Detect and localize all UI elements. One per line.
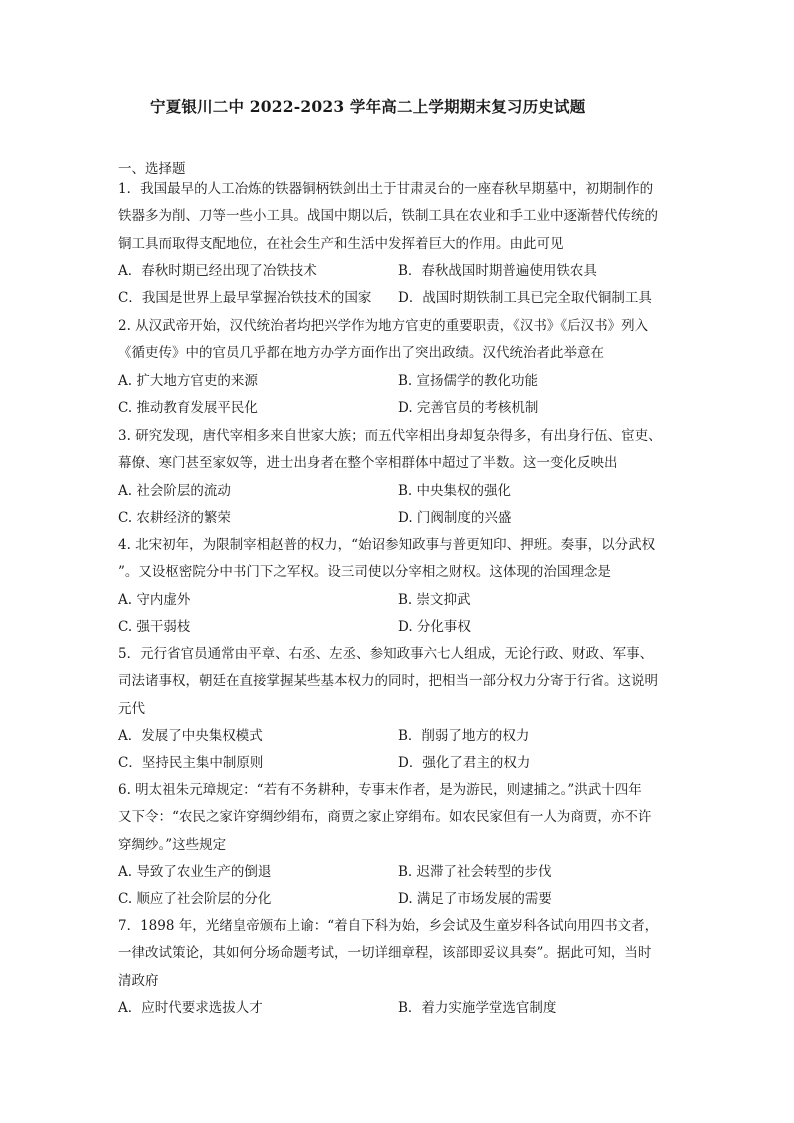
option-d: D．强化了君主的权力	[398, 755, 531, 772]
option-row	[118, 886, 678, 913]
option-row	[118, 258, 678, 285]
question-4	[118, 532, 678, 641]
option-row	[118, 285, 678, 312]
question-line: 1．我国最早的人工冶炼的铁器铜柄铁剑出土于甘肃灵台的一座春秋早期墓中，初期制作的	[118, 181, 654, 197]
option-row	[118, 587, 678, 614]
question-line: 6. 明太祖朱元璋规定：“若有不务耕种，专事末作者，是为游民，则逮捕之。”洪武十四年	[118, 782, 642, 798]
option-a: A. 守内虚外	[118, 591, 191, 608]
question-line: 铁器多为削、刀等一些小工具。战国中期以后，铁制工具在农业和手工业中逐渐替代传统的	[118, 208, 658, 225]
question-line: 3. 研究发现，唐代宰相多来自世家大族；而五代宰相出身却复杂得多，有出身行伍、宦吏、	[118, 428, 662, 444]
option-b: B. 宣扬儒学的教化功能	[398, 372, 539, 389]
option-row	[118, 995, 678, 1022]
question-1	[118, 176, 678, 312]
option-d: D．战国时期铁制工具已完全取代铜制工具	[398, 290, 652, 307]
question-line: 7．1898 年，光绪皇帝颁布上谕：“着自下科为始，乡会试及生童岁科各试向用四书文者，	[118, 918, 659, 934]
option-b: B．着力实施学堂选官制度	[398, 999, 557, 1016]
option-a: A．春秋时期已经出现了冶铁技术	[118, 262, 317, 279]
question-line: 一律改试策论，其如何分场命题考试，一切详细章程，该部即妥议具奏”。据此可知，当时	[118, 945, 652, 962]
option-a: A．应时代要求选拔人才	[118, 999, 263, 1016]
question-7	[118, 913, 678, 1022]
document-title: 宁夏银川二中 2022-2023 学年高二上学期期末复习历史试题	[150, 97, 586, 116]
option-d: D. 门阀制度的兴盛	[398, 509, 512, 526]
option-c: C. 推动教育发展平民化	[118, 399, 258, 416]
question-line: ”。又设枢密院分中书门下之军权。设三司使以分宰相之财权。这体现的治国理念是	[118, 564, 611, 581]
question-line: 又下令：“农民之家许穿绸纱绢布，商贾之家止穿绢布。如农民家但有一人为商贾，亦不许	[118, 809, 652, 826]
option-b: B. 中央集权的强化	[398, 482, 512, 499]
option-d: D. 分化事权	[398, 618, 471, 635]
option-row	[118, 478, 678, 505]
option-c: C. 强干弱枝	[118, 618, 191, 635]
option-a: A. 扩大地方官吏的来源	[118, 372, 258, 389]
question-line: 元代	[118, 700, 145, 717]
question-line: 铜工具而取得支配地位，在社会生产和生活中发挥着巨大的作用。由此可见	[118, 235, 564, 252]
section-heading: 一、选择题	[118, 161, 186, 177]
question-line: 穿绸纱。”这些规定	[118, 836, 227, 853]
option-row	[118, 395, 678, 422]
question-line: 幕僚、寒门甚至家奴等，进士出身者在整个宰相群体中超过了半数。这一变化反映出	[118, 455, 618, 472]
option-b: B．削弱了地方的权力	[398, 727, 530, 744]
option-b: B. 迟滞了社会转型的步伐	[398, 863, 552, 880]
option-row	[118, 368, 678, 395]
option-row	[118, 614, 678, 641]
option-row	[118, 505, 678, 532]
option-b: B. 崇文抑武	[398, 591, 471, 608]
question-2	[118, 313, 678, 422]
option-d: D. 完善官员的考核机制	[398, 399, 539, 416]
option-a: A. 导致了农业生产的倒退	[118, 863, 272, 880]
question-5	[118, 641, 678, 777]
option-b: B．春秋战国时期普遍使用铁农具	[398, 262, 597, 279]
option-c: C. 顺应了社会阶层的分化	[118, 891, 272, 908]
option-row	[118, 750, 678, 777]
option-c: C．坚持民主集中制原则	[118, 755, 264, 772]
option-d: D. 满足了市场发展的需要	[398, 891, 552, 908]
option-c: C．我国是世界上最早掌握冶铁技术的国家	[118, 290, 372, 307]
question-line: 《循吏传》中的官员几乎都在地方办学方面作出了突出政绩。汉代统治者此举意在	[118, 345, 604, 362]
question-line: 清政府	[118, 972, 159, 989]
question-line: 2. 从汉武帝开始，汉代统治者均把兴学作为地方官吏的重要职责，《汉书》《后汉书》列入	[118, 318, 649, 334]
option-c: C. 农耕经济的繁荣	[118, 509, 231, 526]
question-line: 4. 北宋初年，为限制宰相赵普的权力，“始诏参知政事与普更知印、押班。奏事，以分武权	[118, 537, 656, 553]
question-6	[118, 777, 678, 913]
option-row	[118, 859, 678, 886]
question-line: 5．元行省官员通常由平章、右丞、左丞、参知政事六七人组成，无论行政、财政、军事、	[118, 646, 654, 662]
option-a: A. 社会阶层的流动	[118, 482, 231, 499]
question-line: 司法诸事权，朝廷在直接掌握某些基本权力的同时，把相当一部分权力分寄于行省。这说明	[118, 673, 658, 690]
option-a: A．发展了中央集权模式	[118, 727, 263, 744]
question-3	[118, 423, 678, 532]
option-row	[118, 723, 678, 750]
